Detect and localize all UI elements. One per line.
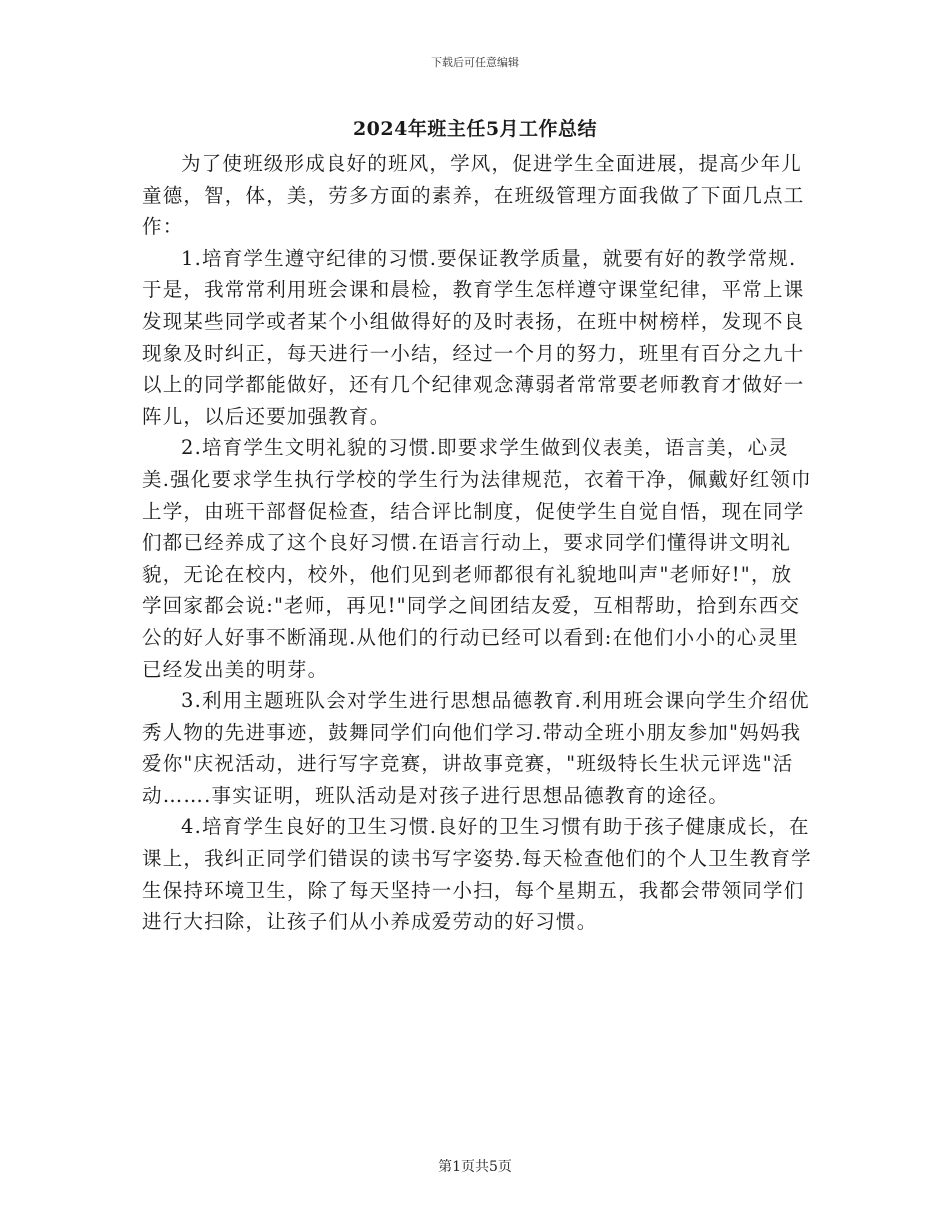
document-body bbox=[142, 148, 812, 938]
paragraph-item-4: 4.培育学生良好的卫生习惯.良好的卫生习惯有助于孩子健康成长，在课上，我纠正同学们错误的读书写字姿势.每天检查他们的个人卫生教育学生保持环境卫生，除了每天坚持一小扫，每个星期五，我都会带领同学们进行大扫除，让孩子们从小养成爱劳动的好习惯。 bbox=[142, 815, 812, 934]
page-number: 第1页共5页 bbox=[438, 1159, 512, 1175]
paragraph-item-3: 3.利用主题班队会对学生进行思想品德教育.利用班会课向学生介绍优秀人物的先进事迹，鼓舞同学们向他们学习.带动全班小朋友参加"妈妈我爱你"庆祝活动，进行写字竞赛，讲故事竞赛，"班级特长生状元评选"活动…….事实证明，班队活动是对孩子进行思想品德教育的途径。 bbox=[142, 689, 810, 807]
paragraph-item-1: 1.培育学生遵守纪律的习惯.要保证教学质量，就要有好的教学常规.于是，我常常利用班会课和晨检，教育学生怎样遵守课堂纪律，平常上课发现某些同学或者某个小组做得好的及时表扬，在班中树榜样，发现不良现象及时纠正，每天进行一小结，经过一个月的努力，班里有百分之九十以上的同学都能做好，还有几个纪律观念薄弱者常常要老师教育才做好一阵儿，以后还要加强教育。 bbox=[142, 246, 805, 428]
paragraph-intro: 为了使班级形成良好的班风，学风，促进学生全面进展，提高少年儿童德，智，体，美，劳多方面的素养，在班级管理方面我做了下面几点工作： bbox=[142, 152, 805, 239]
header-note: 下载后可任意编辑 bbox=[431, 56, 519, 69]
document-title: 2024年班主任5月工作总结 bbox=[352, 118, 598, 140]
paragraph-item-2: 2.培育学生文明礼貌的习惯.即要求学生做到仪表美，语言美，心灵美.强化要求学生执行学校的学生行为法律规范，衣着干净，佩戴好红领巾上学，由班干部督促检查，结合评比制度，促使学生自觉自悟，现在同学们都已经养成了这个良好习惯.在语言行动上，要求同学们懂得讲文明礼貌，无论在校内，校外，他们见到老师都很有礼貌地叫声"老师好!"，放学回家都会说:"老师，再见!"同学之间团结友爱，互相帮助，拾到东西交公的好人好事不断涌现.从他们的行动已经可以看到:在他们小小的心灵里已经发出美的明芽。 bbox=[142, 436, 812, 681]
